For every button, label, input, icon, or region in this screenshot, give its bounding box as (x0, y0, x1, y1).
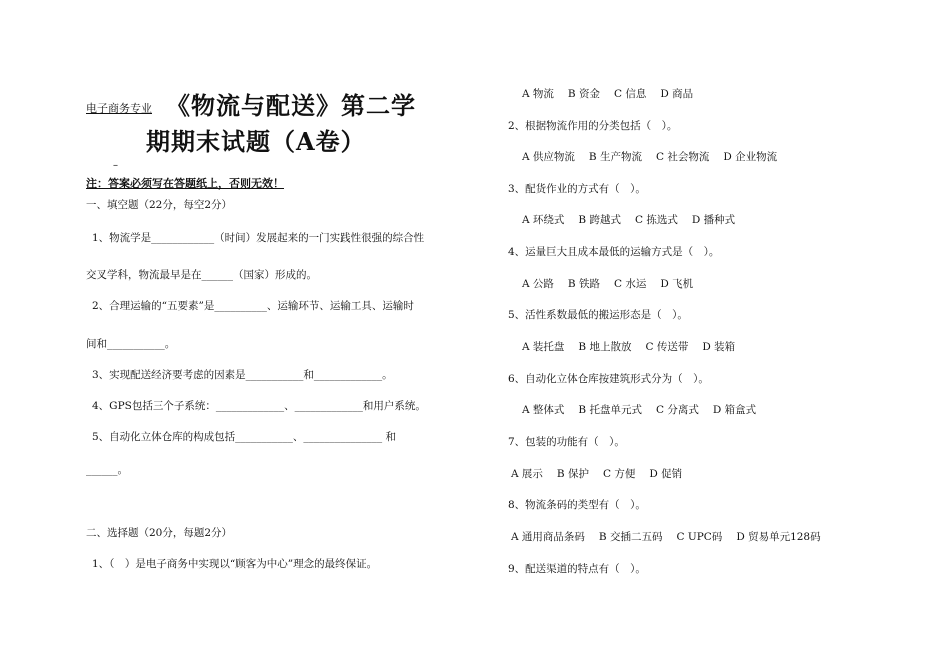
option: B 托盘单元式 (578, 404, 642, 416)
fill-q2-line2: 间和___________。 (86, 338, 176, 350)
choice-q3: 3、配货作业的方式有（ ）。 (508, 183, 646, 195)
section2-heading: 二、选择题（20分，每题2分） (86, 527, 233, 539)
option: D 装箱 (702, 341, 736, 353)
choice-q4-options (522, 277, 707, 291)
fill-q1-line1: 1、物流学是____________（时间）发展起来的一门实践性很强的综合性 (92, 232, 425, 244)
choice-q5-options (522, 340, 749, 354)
choice-q8-options (511, 530, 835, 544)
major-label: 电子商务专业 (86, 102, 152, 115)
option: B 资金 (567, 88, 600, 100)
option: D 飞机 (660, 278, 694, 290)
choice-q2-options (522, 150, 791, 164)
choice-q6: 6、自动化立体仓库按建筑形式分为（ ）。 (508, 373, 709, 385)
choice-q2: 2、根据物流作用的分类包括（ ）。 (508, 120, 678, 132)
option: C UPC码 (676, 531, 723, 543)
option: D 商品 (660, 88, 694, 100)
choice-q6-options (522, 403, 770, 417)
section1-heading: 一、填空题（22分，每空2分） (86, 199, 233, 211)
option: A 物流 (522, 88, 554, 100)
option: B 地上散放 (578, 341, 632, 353)
option: D 促销 (649, 468, 683, 480)
option: D 企业物流 (723, 151, 778, 163)
choice-q7-options (511, 467, 696, 481)
choice-q3-options (522, 213, 749, 227)
option: A 展示 (511, 468, 543, 480)
dash-mark: – (113, 160, 118, 171)
option: A 装托盘 (522, 341, 565, 353)
option: B 交插二五码 (598, 531, 663, 543)
option: D 箱盒式 (712, 404, 757, 416)
option: C 方便 (602, 468, 636, 480)
option: C 拣选式 (634, 214, 678, 226)
choice-q5: 5、活性系数最低的搬运形态是（ ）。 (508, 309, 688, 321)
choice-q1: 1、（ ）是电子商务中实现以“顾客为中心”理念的最终保证。 (92, 558, 378, 570)
option: D 播种式 (691, 214, 736, 226)
option: C 传送带 (645, 341, 689, 353)
option: B 铁路 (567, 278, 600, 290)
option: B 跨越式 (578, 214, 621, 226)
choice-q4: 4、运量巨大且成本最低的运输方式是（ ）。 (508, 246, 720, 258)
option: B 生产物流 (588, 151, 642, 163)
choice-q8: 8、物流条码的类型有（ ）。 (508, 499, 646, 511)
option: C 分离式 (655, 404, 699, 416)
option: C 社会物流 (655, 151, 710, 163)
option: C 信息 (613, 88, 647, 100)
choice-q1-options (522, 87, 707, 101)
option: A 环绕式 (522, 214, 565, 226)
exam-title-line2: 期期末试题（A卷） (146, 127, 366, 156)
option: A 整体式 (522, 404, 565, 416)
option: A 公路 (522, 278, 554, 290)
option: A 通用商品条码 (511, 531, 585, 543)
fill-q2-line1: 2、合理运输的“五要素”是__________、运输环节、运输工具、运输时 (92, 300, 414, 312)
fill-q5-line1: 5、自动化立体仓库的构成包括___________、_______________ 和 (92, 431, 397, 443)
option: C 水运 (613, 278, 647, 290)
fill-q3: 3、实现配送经济要考虑的因素是___________和_____________。 (92, 369, 393, 381)
choice-q9: 9、配送渠道的特点有（ ）。 (508, 563, 646, 575)
fill-q4: 4、GPS包括三个子系统：_____________、_____________和用户系统。 (92, 400, 426, 412)
exam-title-line1: 《物流与配送》第二学 (166, 91, 416, 120)
option: B 保护 (556, 468, 589, 480)
notice: 注：答案必须写在答题纸上，否则无效！ (86, 177, 284, 190)
option: D 贸易单元128码 (736, 531, 821, 543)
choice-q7: 7、包装的功能有（ ）。 (508, 436, 625, 448)
fill-q1-line2: 交叉学科，物流最早是在______（国家）形成的。 (86, 269, 317, 281)
option: A 供应物流 (522, 151, 575, 163)
fill-q5-line2: ______。 (86, 464, 128, 476)
